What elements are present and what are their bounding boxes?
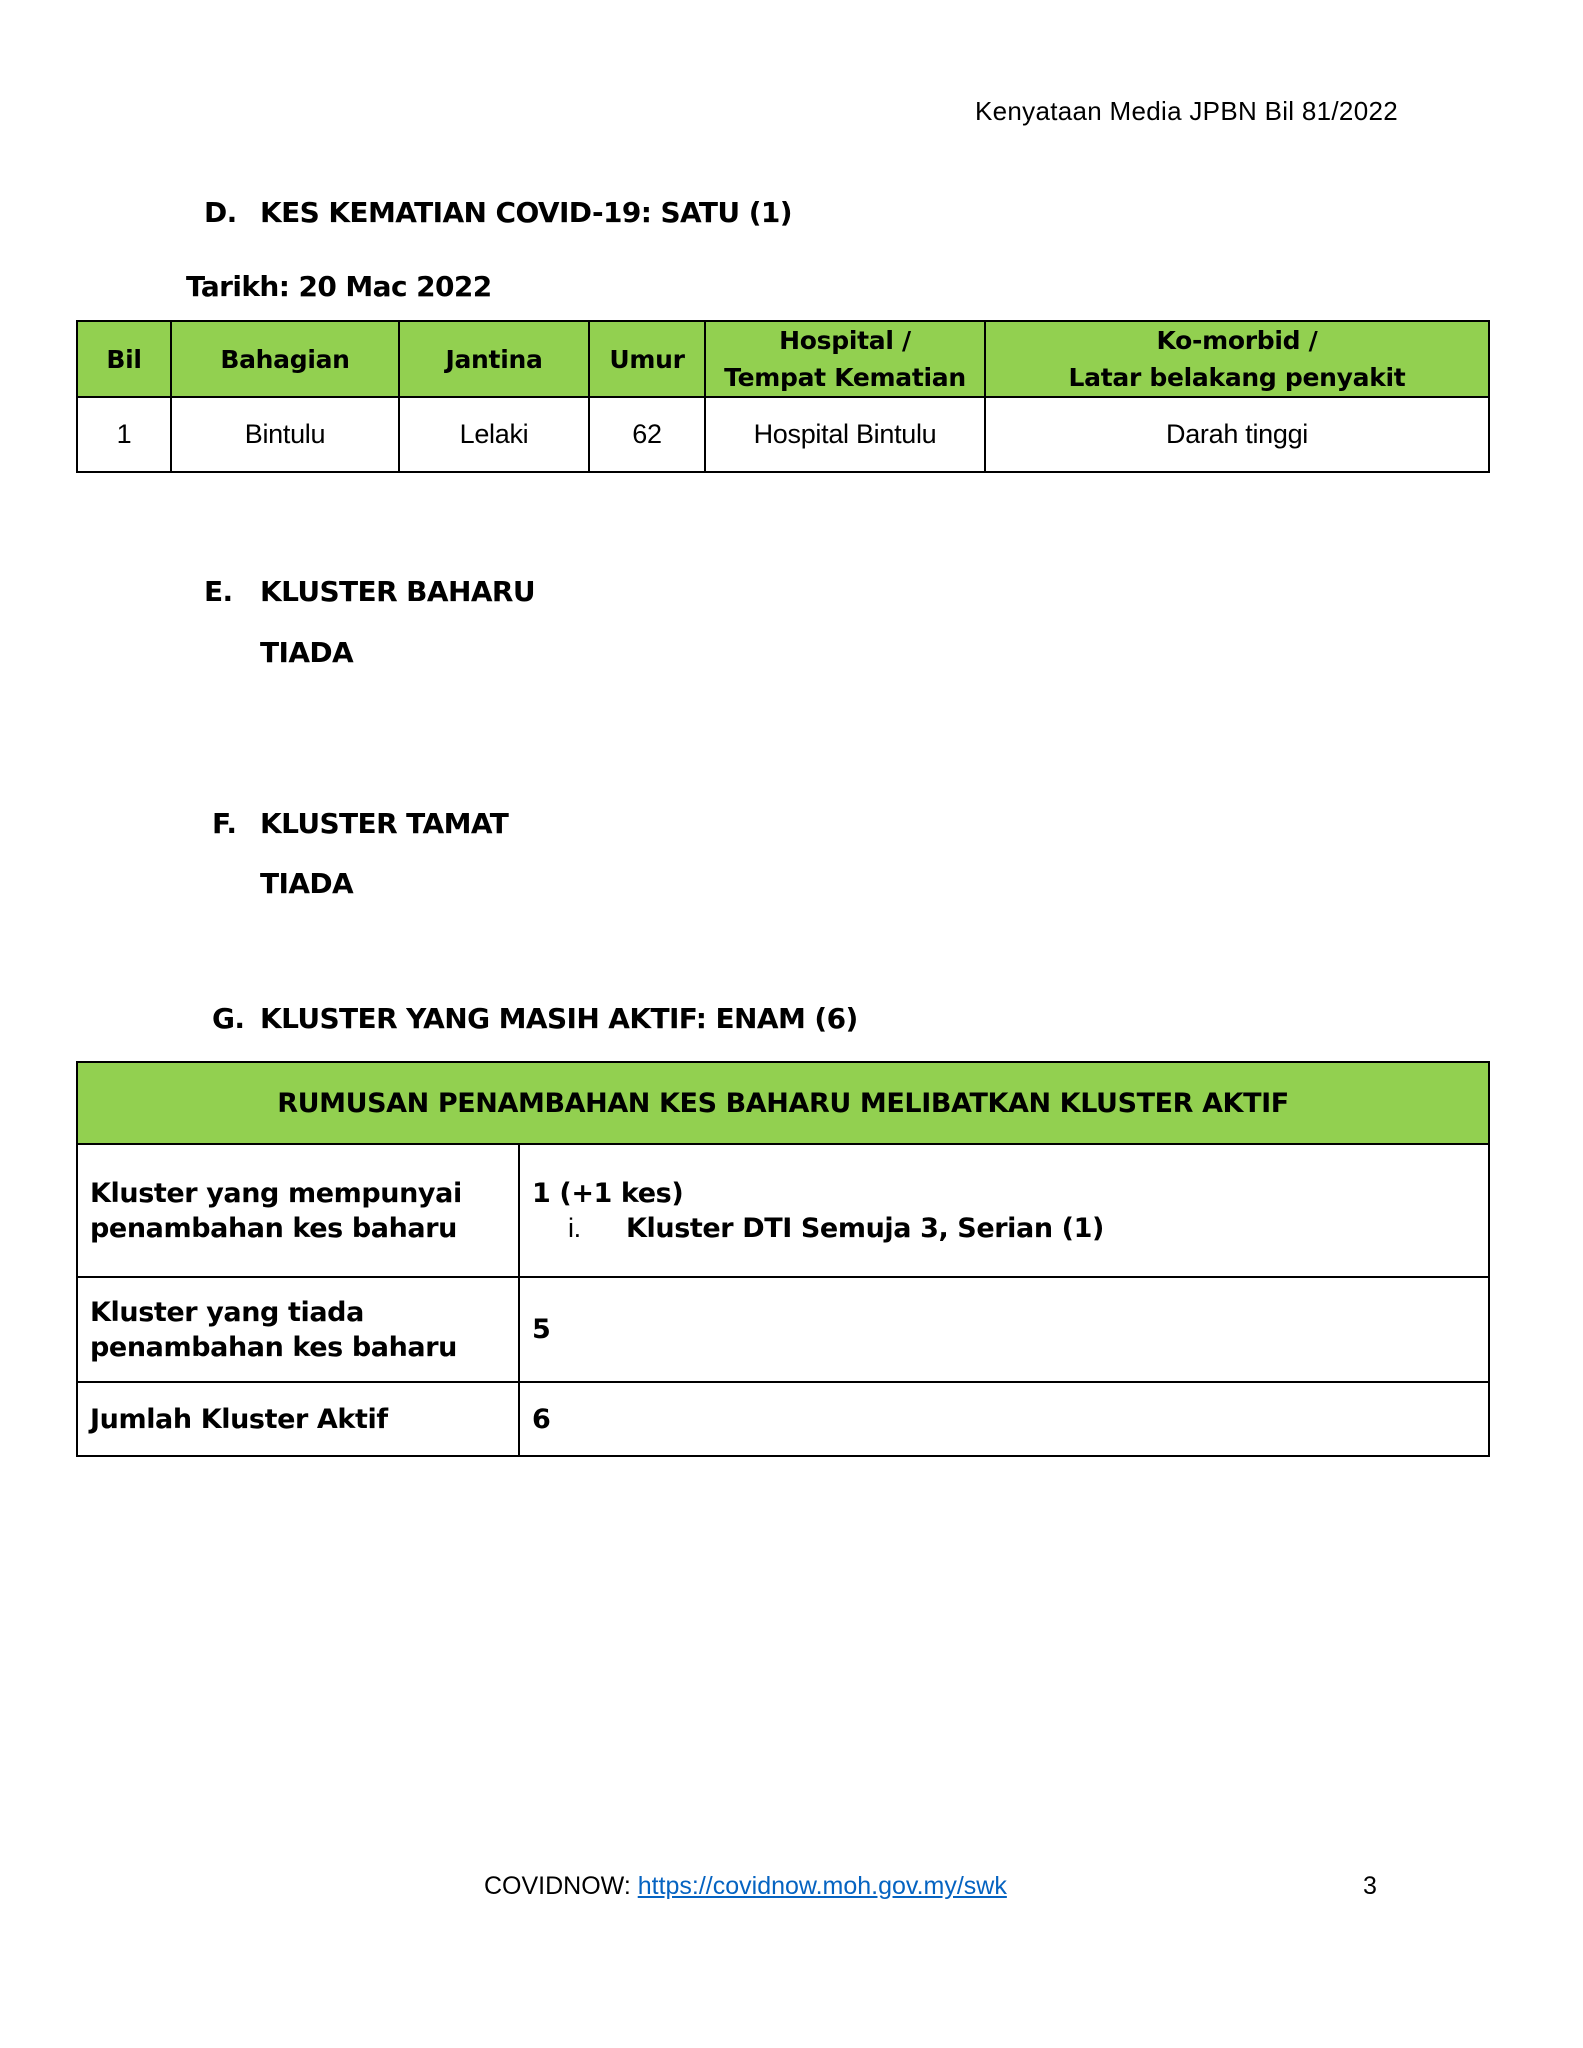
section-d-heading (204, 196, 792, 229)
active-cluster-summary-table (76, 1061, 1490, 1457)
section-e-value: TIADA (260, 636, 354, 669)
col-header-umur: Umur (589, 321, 705, 397)
section-g-letter: G. (212, 1002, 245, 1035)
covidnow-link[interactable]: https://covidnow.moh.gov.my/swk (637, 1872, 1007, 1900)
row-label-line1: Kluster yang tiada (90, 1296, 364, 1328)
row-label (77, 1144, 519, 1277)
section-e-heading (204, 575, 535, 608)
section-f-heading (212, 807, 508, 840)
cell-bahagian: Bintulu (171, 397, 399, 472)
death-cases-table (76, 320, 1490, 473)
footer-prefix: COVIDNOW: (484, 1872, 638, 1900)
table-row (77, 1144, 1489, 1277)
row-value: 5 (519, 1277, 1489, 1382)
col-header-bil: Bil (77, 321, 171, 397)
summary-header-row (77, 1062, 1489, 1144)
col-header-komorbid (985, 321, 1489, 397)
col-header-komorbid-line2: Latar belakang penyakit (1068, 363, 1406, 392)
section-f-letter: F. (212, 807, 237, 840)
document-reference: Kenyataan Media JPBN Bil 81/2022 (975, 96, 1398, 126)
row-value: 6 (519, 1382, 1489, 1456)
cell-jantina: Lelaki (399, 397, 589, 472)
col-header-jantina: Jantina (399, 321, 589, 397)
cell-bil: 1 (77, 397, 171, 472)
row-label: Jumlah Kluster Aktif (77, 1382, 519, 1456)
col-header-hospital-line1: Hospital / (779, 326, 911, 355)
section-e-letter: E. (204, 575, 233, 608)
cell-umur: 62 (589, 397, 705, 472)
table-header-row (77, 321, 1489, 397)
section-f-title: KLUSTER TAMAT (260, 807, 509, 840)
col-header-hospital-line2: Tempat Kematian (724, 363, 966, 392)
summary-header: RUMUSAN PENAMBAHAN KES BAHARU MELIBATKAN KLUSTER AKTIF (77, 1062, 1489, 1144)
row-value (519, 1144, 1489, 1277)
section-d-title: KES KEMATIAN COVID-19: SATU (1) (260, 196, 792, 229)
table-row (77, 1277, 1489, 1382)
cluster-list-item (532, 1211, 1476, 1246)
col-header-bahagian: Bahagian (171, 321, 399, 397)
row-label-line1: Kluster yang mempunyai (90, 1177, 462, 1209)
footer (484, 1872, 1007, 1901)
row-value-text: 1 (+1 kes) (532, 1177, 684, 1209)
section-d-date: Tarikh: 20 Mac 2022 (186, 270, 492, 303)
col-header-hospital (705, 321, 985, 397)
section-g-heading (212, 1002, 858, 1035)
list-item-text: Kluster DTI Semuja 3, Serian (1) (626, 1212, 1104, 1244)
table-row (77, 1382, 1489, 1456)
row-label (77, 1277, 519, 1382)
cell-komorbid: Darah tinggi (985, 397, 1489, 472)
section-f-value: TIADA (260, 867, 354, 900)
row-label-line2: penambahan kes baharu (90, 1331, 457, 1363)
cell-hospital: Hospital Bintulu (705, 397, 985, 472)
section-d-letter: D. (204, 196, 237, 229)
row-label-line2: penambahan kes baharu (90, 1212, 457, 1244)
section-e-title: KLUSTER BAHARU (260, 575, 535, 608)
section-g-title: KLUSTER YANG MASIH AKTIF: ENAM (6) (260, 1002, 858, 1035)
col-header-komorbid-line1: Ko-morbid / (1156, 326, 1318, 355)
page-number: 3 (1363, 1872, 1377, 1900)
list-item-number: i. (568, 1212, 581, 1243)
table-row (77, 397, 1489, 472)
